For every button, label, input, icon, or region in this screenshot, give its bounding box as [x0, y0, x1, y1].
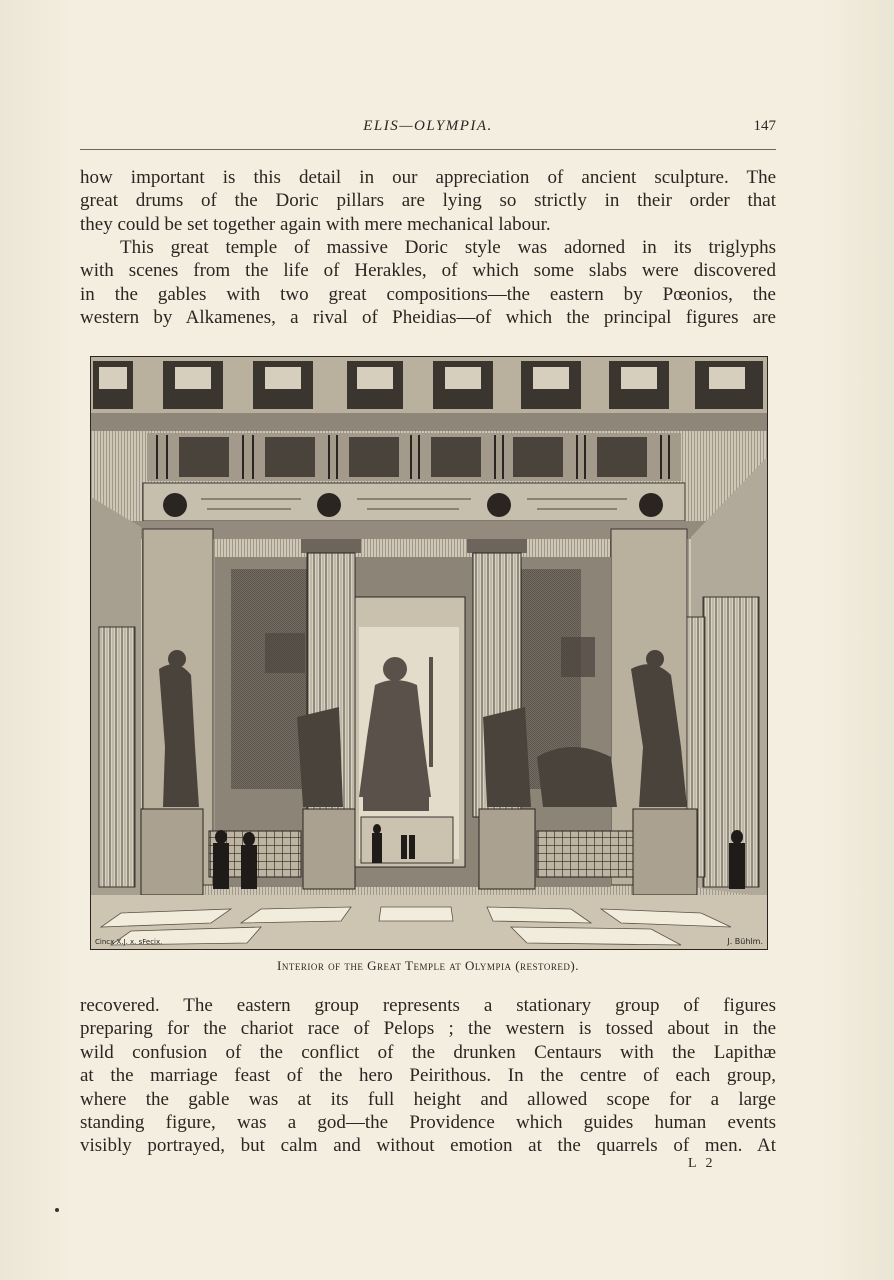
text-line: great drums of the Doric pillars are lying so strictly in their order that — [80, 190, 776, 212]
paragraph-2 — [80, 236, 776, 329]
text-line: how important is this detail in our appreciation of ancient sculpture. The — [80, 167, 776, 188]
running-head — [80, 118, 776, 138]
temple-illustration — [90, 356, 768, 950]
engraver-credit: Cincx X.J. x. sFecix. — [95, 938, 163, 946]
artist-credit: J. Bühlm. — [727, 937, 763, 946]
text-line: preparing for the chariot race of Pelops ; the western is tossed about in the — [80, 1018, 776, 1040]
page-number: 147 — [753, 118, 776, 134]
paragraph-1 — [80, 166, 776, 236]
running-title: ELIS—OLYMPIA. — [363, 118, 493, 134]
text-line: wild confusion of the conflict of the drunken Centaurs with the Lapithæ — [80, 1041, 776, 1063]
text-line: with scenes from the life of Herakles, of which some slabs were discovered — [80, 260, 776, 282]
figure-caption — [80, 958, 776, 974]
text-line: they could be set together again with mere mechanical labour. — [80, 213, 551, 235]
paragraph-3 — [80, 994, 776, 1158]
text-line: at the marriage feast of the hero Peirithous. In the centre of each group, — [80, 1065, 776, 1087]
header-rule — [80, 149, 776, 150]
text-line: in the gables with two great compositions—the eastern by Pœonios, the — [80, 283, 776, 305]
text-line: recovered. The eastern group represents a stationary group of figures — [80, 995, 776, 1016]
paper-speck — [55, 1208, 59, 1212]
caption-text: Interior of the Great Temple at Olympia (restored). — [277, 958, 579, 973]
text-line: western by Alkamenes, a rival of Pheidias—of which the principal figures are — [80, 306, 776, 328]
text-line: visibly portrayed, but calm and without emotion at the quarrels of men. At — [80, 1135, 776, 1157]
text-line: where the gable was at its full height and allowed scope for a large — [80, 1088, 776, 1110]
temple-interior-engraving — [91, 357, 767, 949]
text-line: This great temple of massive Doric style was adorned in its triglyphs — [120, 237, 776, 258]
text-line: standing figure, was a god—the Providence which guides human events — [80, 1112, 776, 1134]
signature-mark: L 2 — [688, 1156, 716, 1171]
